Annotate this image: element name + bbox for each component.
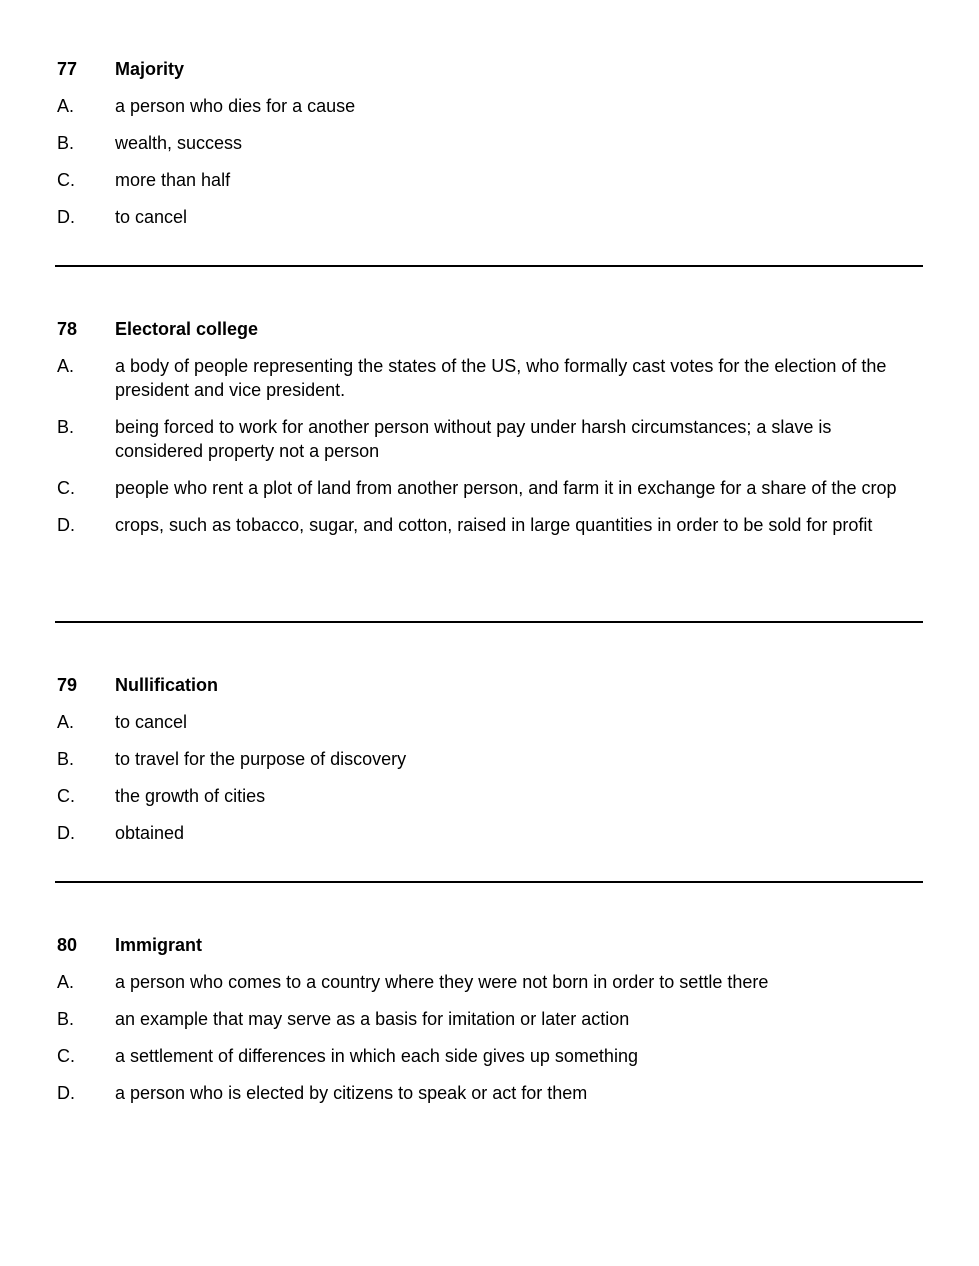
option-letter: A. [57, 972, 75, 992]
option-letter: D. [57, 515, 75, 535]
section-divider [55, 881, 923, 883]
question-term: Nullification [115, 675, 218, 695]
option-text: crops, such as tobacco, sugar, and cotton, raised in large quantities in order to be sold for profit [115, 515, 873, 535]
option-letter: D. [57, 207, 75, 227]
section-divider [55, 265, 923, 267]
question-header [57, 933, 923, 957]
option-letter: B. [57, 749, 75, 769]
option-c[interactable] [57, 476, 923, 500]
option-text: to cancel [115, 207, 188, 227]
option-letter: C. [57, 1046, 75, 1066]
question-term: Electoral college [115, 319, 259, 339]
option-b[interactable] [57, 747, 923, 771]
option-text: a settlement of differences in which each side gives up something [115, 1046, 638, 1066]
option-text: a person who dies for a cause [115, 96, 356, 116]
option-a[interactable] [57, 970, 923, 994]
option-letter: C. [57, 170, 75, 190]
option-letter: A. [57, 356, 75, 376]
option-c[interactable] [57, 168, 923, 192]
question-77 [57, 57, 923, 242]
option-text: being forced to work for another person without pay under harsh circumstances; a slave is considered property not a person [115, 417, 832, 461]
question-header [57, 673, 923, 697]
question-number: 80 [57, 935, 78, 955]
option-b[interactable] [57, 131, 923, 155]
option-d[interactable] [57, 513, 923, 537]
question-term: Majority [115, 59, 185, 79]
option-letter: B. [57, 1009, 75, 1029]
question-term: Immigrant [115, 935, 203, 955]
option-text: an example that may serve as a basis for imitation or later action [115, 1009, 630, 1029]
option-letter: B. [57, 133, 75, 153]
option-text: more than half [115, 170, 231, 190]
option-a[interactable] [57, 354, 923, 402]
option-text: the growth of cities [115, 786, 266, 806]
option-text: to travel for the purpose of discovery [115, 749, 407, 769]
question-number: 79 [57, 675, 78, 695]
option-letter: A. [57, 712, 75, 732]
question-header [57, 317, 923, 341]
option-letter: D. [57, 1083, 75, 1103]
option-c[interactable] [57, 1044, 923, 1068]
option-text: a person who is elected by citizens to speak or act for them [115, 1083, 588, 1103]
option-letter: A. [57, 96, 75, 116]
question-80 [57, 933, 923, 1118]
option-a[interactable] [57, 710, 923, 734]
option-text: people who rent a plot of land from another person, and farm it in exchange for a share of the crop [115, 478, 897, 498]
section-divider [55, 621, 923, 623]
option-text: wealth, success [115, 133, 243, 153]
option-text: a body of people representing the states of the US, who formally cast votes for the election of the president and vice president. [115, 356, 887, 400]
option-d[interactable] [57, 1081, 923, 1105]
option-letter: C. [57, 786, 75, 806]
option-b[interactable] [57, 1007, 923, 1031]
question-79 [57, 673, 923, 858]
option-letter: C. [57, 478, 75, 498]
option-d[interactable] [57, 821, 923, 845]
question-header [57, 57, 923, 81]
option-c[interactable] [57, 784, 923, 808]
option-text: obtained [115, 823, 185, 843]
question-number: 77 [57, 59, 78, 79]
option-letter: B. [57, 417, 75, 437]
option-d[interactable] [57, 205, 923, 229]
option-letter: D. [57, 823, 75, 843]
option-b[interactable] [57, 415, 923, 463]
question-number: 78 [57, 319, 78, 339]
question-78 [57, 317, 923, 550]
option-a[interactable] [57, 94, 923, 118]
option-text: a person who comes to a country where they were not born in order to settle there [115, 972, 769, 992]
option-text: to cancel [115, 712, 188, 732]
